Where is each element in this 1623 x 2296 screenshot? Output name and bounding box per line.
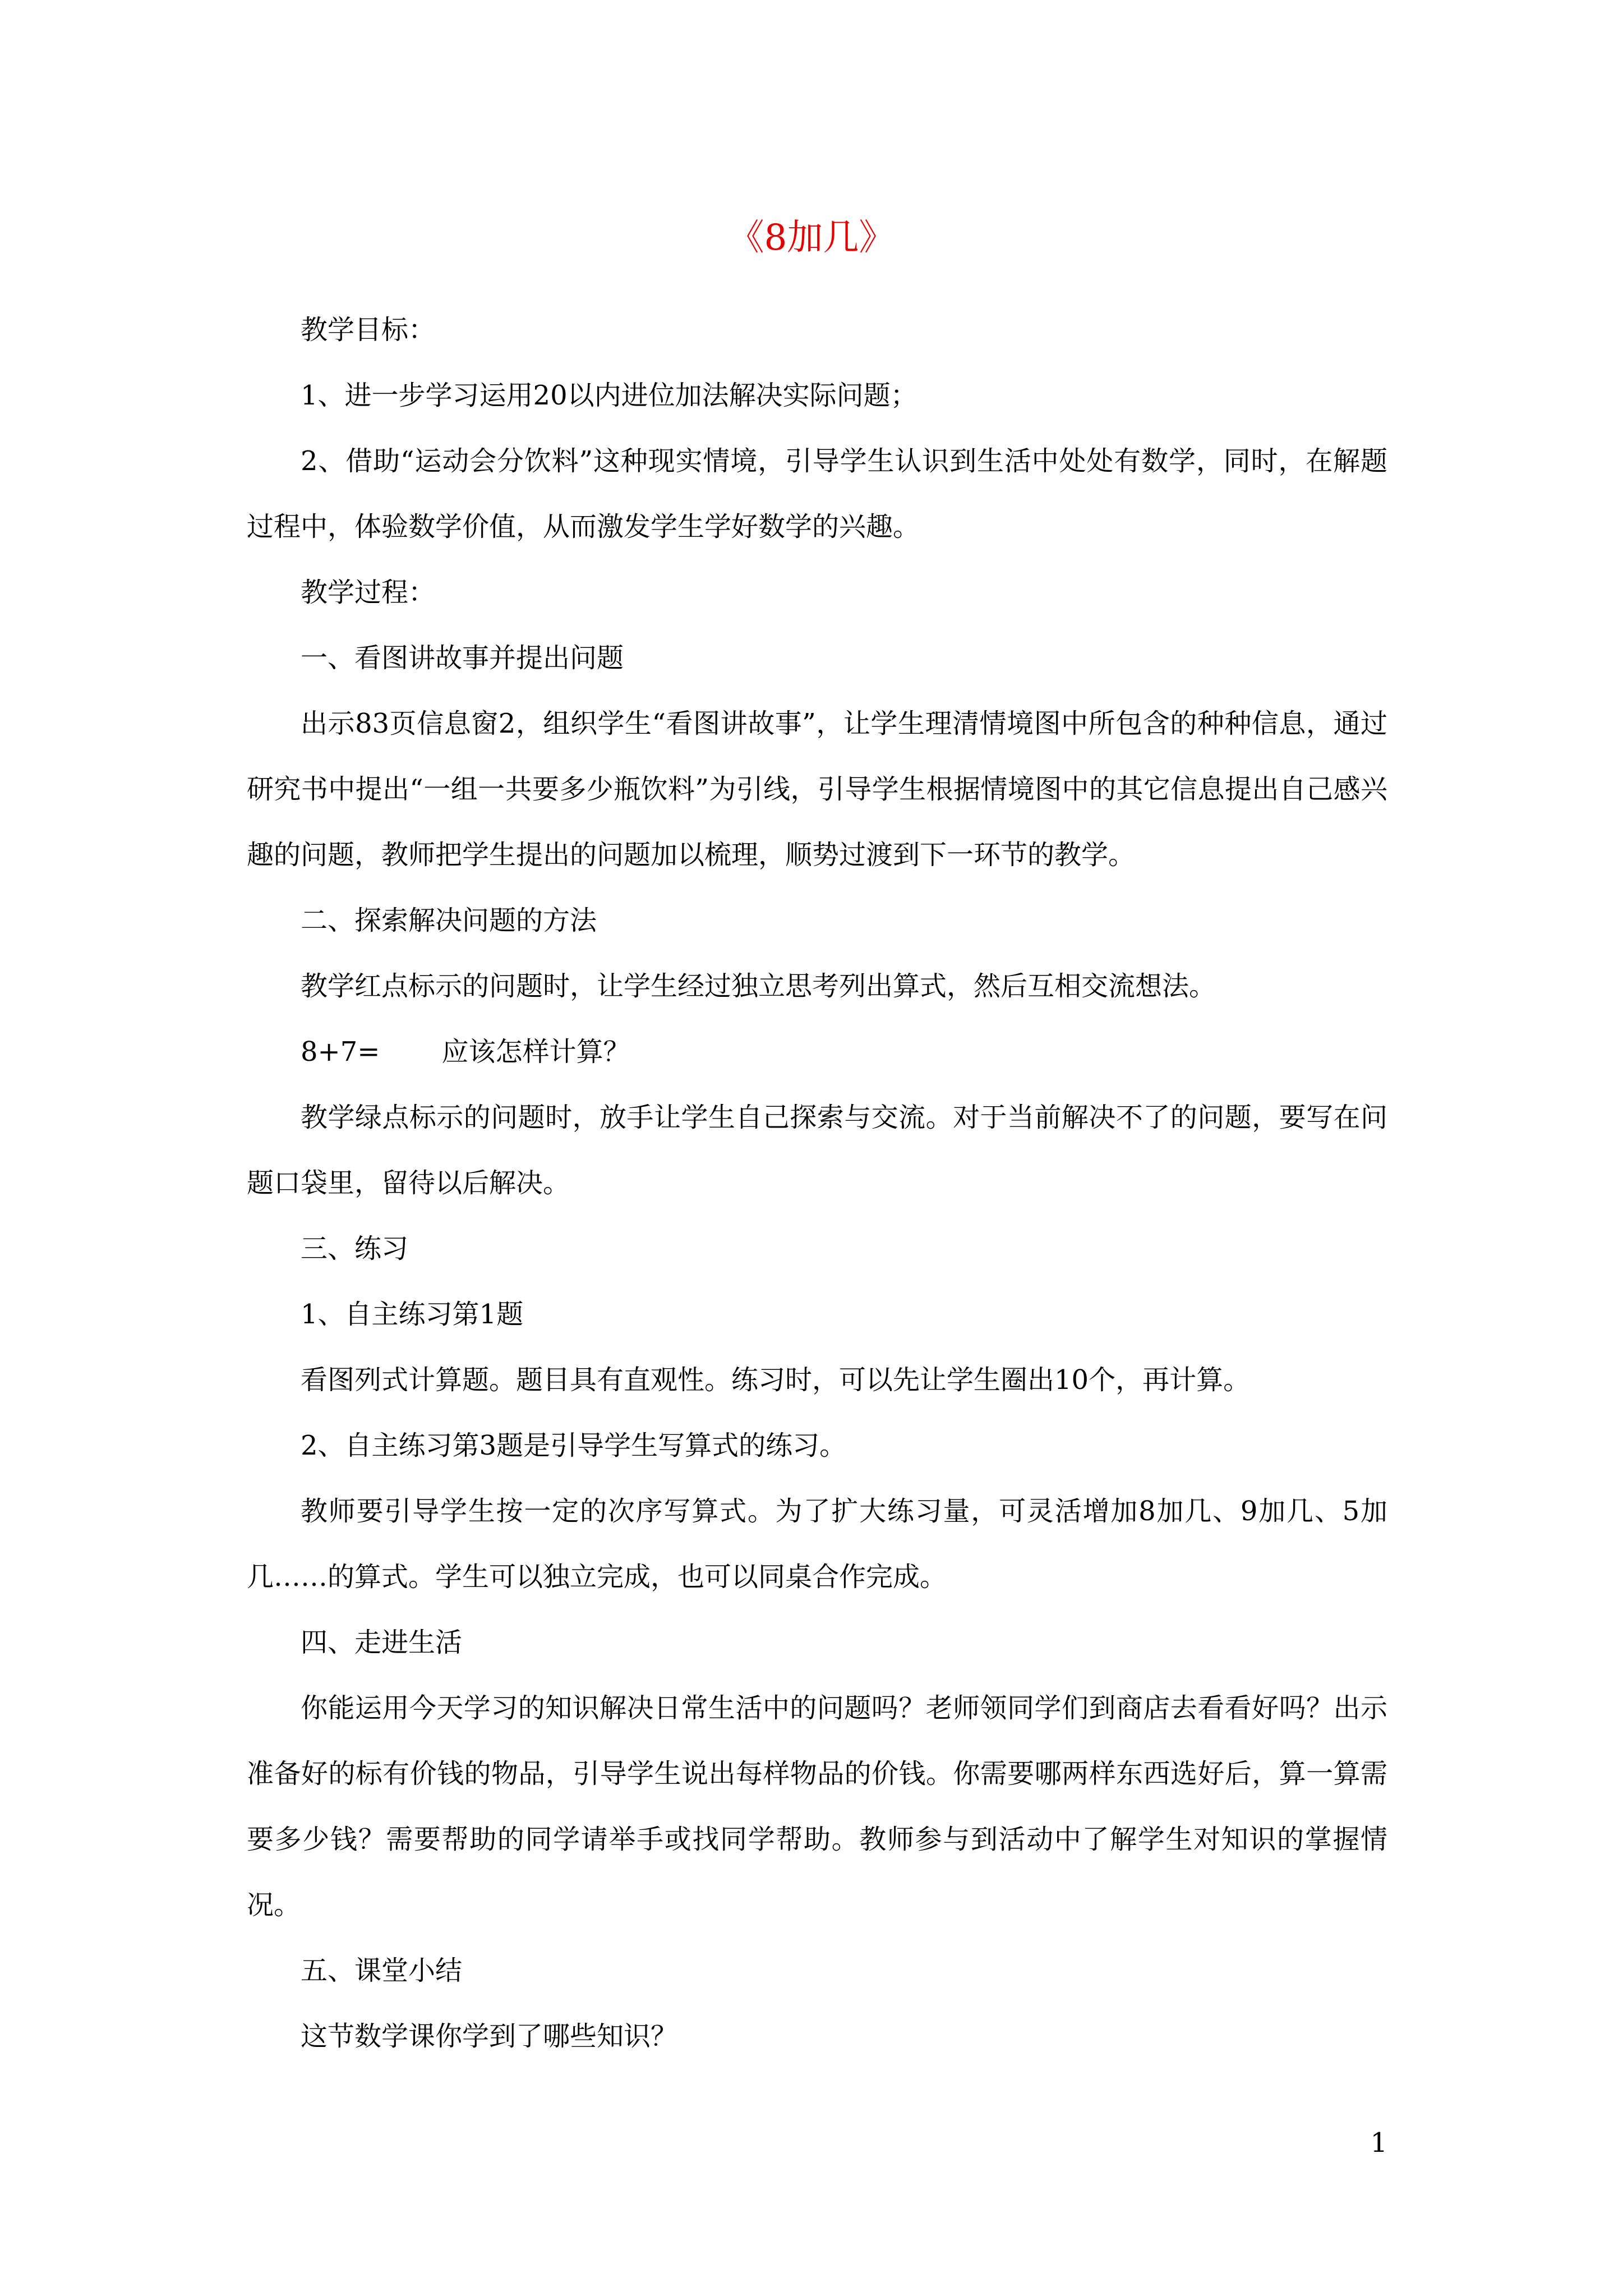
paragraph-green-dot: 教学绿点标示的问题时，放手让学生自己探索与交流。对于当前解决不了的问题，要写在问题口袋里，留待以后解决。 (247, 1102, 1387, 1199)
section-heading-2: 二、探索解决问题的方法 (301, 905, 597, 936)
paragraph-section-2-body: 教学红点标示的问题时，让学生经过独立思考列出算式，然后互相交流想法。 (301, 970, 1216, 1002)
document-title: 《8加几》 (728, 217, 895, 259)
formula-expression: 8+7= (301, 1036, 380, 1068)
paragraph-exercise-1: 1、自主练习第1题 (301, 1299, 524, 1330)
formula-question: 应该怎样计算？ (441, 1036, 630, 1068)
paragraph-section-1-body: 出示83页信息窗2，组织学生“看图讲故事”，让学生理清情境图中所包含的种种信息，通过研究书中提出“一组一共要多少瓶饮料”为引线，引导学生根据情境图中的其它信息提出自己感兴趣的问题，教师把学生提出的问题加以梳理，顺势过渡到下一环节的教学。 (247, 708, 1387, 871)
paragraph-section-4-body: 你能运用今天学习的知识解决日常生活中的问题吗？老师领同学们到商店去看看好吗？出示准备好的标有价钱的物品，引导学生说出每样物品的价钱。你需要哪两样东西选好后，算一算需要多少钱？需要帮助的同学请举手或找同学帮助。教师参与到活动中了解学生对知识的掌握情况。 (247, 1692, 1387, 1921)
paragraph-teaching-process-heading: 教学过程： (301, 577, 436, 608)
paragraph-summary: 这节数学课你学到了哪些知识？ (301, 2021, 678, 2052)
paragraph-goal-1: 1、进一步学习运用20以内进位加法解决实际问题； (301, 380, 917, 411)
paragraph-exercise-3-body: 教师要引导学生按一定的次序写算式。为了扩大练习量，可灵活增加8加几、9加几、5加几……的算式。学生可以独立完成，也可以同桌合作完成。 (247, 1496, 1387, 1593)
paragraph-exercise-3: 2、自主练习第3题是引导学生写算式的练习。 (301, 1430, 847, 1461)
section-heading-5: 五、课堂小结 (301, 1955, 463, 1986)
paragraph-goal-2: 2、借助“运动会分饮料”这种现实情境，引导学生认识到生活中处处有数学，同时，在解题过程中，体验数学价值，从而激发学生学好数学的兴趣。 (247, 445, 1387, 542)
section-heading-4: 四、走进生活 (301, 1627, 463, 1658)
paragraph-exercise-1-body: 看图列式计算题。题目具有直观性。练习时，可以先让学生圈出10个，再计算。 (301, 1364, 1251, 1396)
paragraph-teaching-goals-heading: 教学目标： (301, 314, 436, 346)
section-heading-3: 三、练习 (301, 1233, 409, 1264)
page-number: 1 (1370, 2127, 1387, 2159)
formula-line (247, 1019, 1387, 1085)
document-body (247, 297, 1387, 2069)
section-heading-1: 一、看图讲故事并提出问题 (301, 642, 624, 674)
